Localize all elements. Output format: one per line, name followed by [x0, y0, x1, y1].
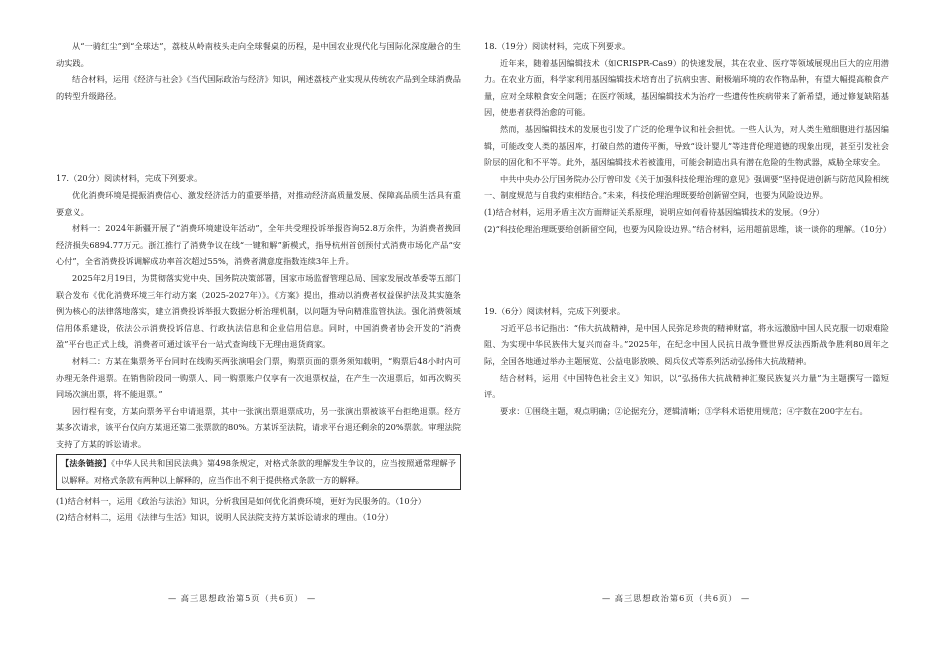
- page-5-footer: — 高三思想政治第5页（共6页） —: [168, 593, 317, 603]
- q19-requirements: 要求：①围绕主题，观点明确；②论据充分，逻辑清晰；③学科术语使用规范；④字数在200字左右。: [500, 405, 868, 416]
- q17-heading: 17.（20分）阅读材料，完成下列要求。: [56, 173, 203, 184]
- q17-material-1b: 2025年2月19日，为贯彻落实党中央、国务院决策部署，国家市场监督管理总局、国家发展改革委等五部门联合发布《优化消费环境三年行动方案（2025-2027年）》。《方案》提出，推动以消费者权益保护法及其实施条例为核心的法律落地落实，建立消费投诉举报大数据分析治理机制，以问题为导向精准监管执法。强化消费领域信用体系建设，依法公示消费投诉信息、行政执法信息和企业信用信息。同时，中国消费者协会开发的“消费盈”平台也正式上线，消费者可通过该平台一站式查询线下无理由退货商家。: [56, 272, 461, 350]
- page-5-column: [56, 38, 461, 526]
- q19-heading: 19.（6分）阅读材料，完成下列要求。: [484, 306, 626, 317]
- q18-heading: 18.（19分）阅读材料，完成下列要求。: [484, 41, 631, 51]
- q17-material-2a: 材料二：方某在集票务平台同时在线购买两张演唱会门票，购票页面的票务须知载明，“购票后48小时内可办理无条件退票。在销售阶段同一购票人、同一购票账户仅享有一次退票权益，在产生一次退票后，如再次购买同场次演出票，将不能退票。”: [56, 355, 461, 400]
- q17-material-1a: 材料一：2024年新疆开展了“消费环境建设年活动”，全年共受理投诉举报咨询52.8万余件，为消费者挽回经济损失6894.77万元。浙江推行了消费争议在线“一键和解”新模式，指导杭州首创预付式消费市场化产品“安心付”，全省消费投诉调解成功率首次超过55%，消费者满意度指数连续3年上升。: [56, 223, 461, 267]
- page-6-column: [484, 38, 892, 419]
- q19-task: 结合材料，运用《中国特色社会主义》知识，以“弘扬伟大抗战精神汇聚民族复兴力量”为主题撰写一篇短评。: [484, 372, 889, 400]
- page-6-footer: — 高三思想政治第6页（共6页） —: [602, 593, 751, 603]
- q18-paragraph-3: 中共中央办公厅国务院办公厅曾印发《关于加强科技伦理治理的意见》强调要“坚持促进创新与防范风险相统一、制度规范与自我约束相结合。”未来，科技伦理治理既要给创新留空间，也要为风险设边界。: [484, 173, 889, 201]
- law-link-tag: 【法条链接】: [61, 458, 112, 469]
- q18-sub-question-2: (2)“科技伦理治理既要给创新留空间，也要为风险设边界。”结合材料，运用超前思维，谈一谈你的理解。（10分）: [484, 223, 892, 234]
- q17-sub-question-1: (1)结合材料一，运用《政治与法治》知识，分析我国是如何优化消费环境，更好为民服务的。（10分）: [56, 495, 426, 506]
- q17-sub-question-2: (2)结合材料二，运用《法律与生活》知识，说明人民法院支持方某诉讼请求的理由。（10分）: [56, 512, 394, 523]
- law-link-box: [56, 454, 461, 489]
- q16-task: 结合材料，运用《经济与社会》《当代国际政治与经济》知识，阐述荔枝产业实现从传统农产品到全球消费品的转型升级路径。: [56, 74, 461, 101]
- law-link-text: 《中华人民共和国民法典》第498条规定，对格式条款的理解发生争议的，应当按照通常理解予以解释。对格式条款有两种以上解释的，应当作出不利于提供格式条款一方的解释。: [61, 458, 456, 486]
- q16-material-end: 从“一骑红尘”到“全球达”，荔枝从岭南枝头走向全球餐桌的历程，是中国农业现代化与国际化深度融合的生动实践。: [56, 41, 461, 68]
- q18-sub-question-1: (1)结合材料，运用矛盾主次方面辩证关系原理，说明应如何看待基因编辑技术的发展。（9分）: [484, 206, 825, 217]
- q19-paragraph: 习近平总书记指出：“伟大抗战精神，是中国人民弥足珍贵的精神财富，将永远激励中国人民克服一切艰难险阻、为实现中华民族伟大复兴而奋斗。”2025年，在纪念中国人民抗日战争暨世界反法西斯战争胜利80周年之际，全国各地通过举办主题展览、公益电影放映、阅兵仪式等系列活动弘扬伟大抗战精神。: [484, 322, 889, 366]
- q18-paragraph-2: 然而，基因编辑技术的发展也引发了广泛的伦理争议和社会担忧。一些人认为，对人类生殖细胞进行基因编辑，可能改变人类的基因库，打破自然的遗传平衡，导致“设计婴儿”等违背伦理道德的现象出现，甚至引发社会阶层的固化和不平等。此外，基因编辑技术若被滥用，可能会制造出具有潜在危险的生物武器，威胁全球安全。: [484, 123, 889, 168]
- q17-material-2b: 因行程有变，方某向票务平台申请退票，其中一张演出票退票成功，另一张演出票被该平台拒绝退票。经方某多次请求，该平台仅向方某退还第二张票款的80%。方某诉至法院，请求平台退还剩余的20%票款。审理法院支持了方某的诉讼请求。: [56, 405, 461, 449]
- q17-intro: 优化消费环境是提振消费信心、激发经济活力的重要举措，对推动经济高质量发展、保障高品质生活具有重要意义。: [56, 189, 461, 217]
- q18-paragraph-1: 近年来，随着基因编辑技术（如CRISPR-Cas9）的快速发展，其在农业、医疗等领域展现出巨大的应用潜力。在农业方面，科学家利用基因编辑技术培育出了抗病虫害、耐极端环境的农作物品种，有望大幅提高粮食产量，应对全球粮食安全问题；在医疗领域，基因编辑技术为治疗一些遗传性疾病带来了新希望，通过修复缺陷基因，使患者获得治愈的可能。: [484, 57, 889, 118]
